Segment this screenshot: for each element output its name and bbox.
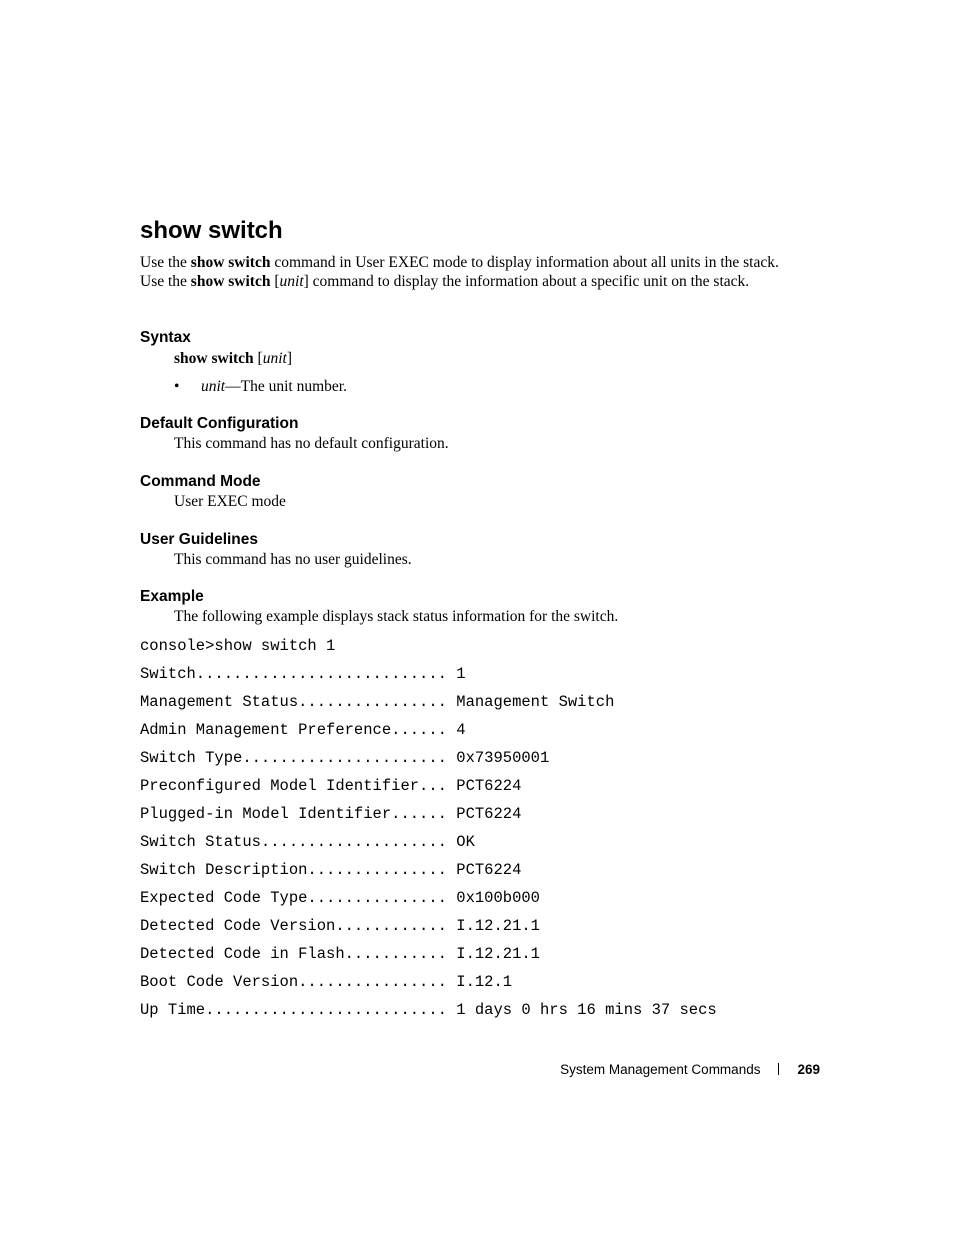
output-line-switch-type: [140, 748, 549, 768]
output-value: I.12.1: [456, 973, 513, 991]
syntax-command: show switch: [174, 350, 254, 367]
output-line-switch-status: [140, 832, 475, 852]
command-mode-heading: Command Mode: [140, 473, 261, 490]
output-label: Management Status................: [140, 693, 447, 711]
example-text: The following example displays stack status information for the switch.: [174, 608, 619, 625]
default-configuration-text: This command has no default configuration.: [174, 435, 449, 452]
output-value: PCT6224: [456, 805, 522, 823]
output-line-boot-code-version: [140, 972, 512, 992]
output-label: Expected Code Type...............: [140, 889, 447, 907]
output-value: 4: [456, 721, 466, 739]
output-line-detected-code-version: [140, 916, 540, 936]
output-line-up-time: [140, 1000, 717, 1020]
output-line-expected-code-type: [140, 888, 540, 908]
page-title: show switch: [140, 217, 283, 244]
output-value: 0x100b000: [456, 889, 540, 907]
output-label: Boot Code Version................: [140, 973, 447, 991]
output-label: Switch...........................: [140, 665, 447, 683]
syntax-line: [174, 349, 292, 369]
bullet-term: unit: [201, 378, 226, 395]
footer-section-title: System Management Commands: [560, 1062, 761, 1077]
output-label: Admin Management Preference......: [140, 721, 447, 739]
intro-text-1: Use the: [140, 254, 191, 271]
syntax-open-bracket: [: [253, 350, 263, 367]
output-line-switch-description: [140, 860, 521, 880]
output-line-detected-code-in-flash: [140, 944, 540, 964]
output-value: 0x73950001: [456, 749, 550, 767]
output-label: Detected Code Version............: [140, 917, 447, 935]
output-label: Switch Status....................: [140, 833, 447, 851]
syntax-heading: Syntax: [140, 329, 191, 346]
output-line-management-status: [140, 692, 614, 712]
output-label: Plugged-in Model Identifier......: [140, 805, 447, 823]
output-label: Detected Code in Flash...........: [140, 945, 447, 963]
intro-argument: unit: [279, 272, 304, 290]
output-label: Up Time..........................: [140, 1001, 447, 1019]
example-heading: Example: [140, 588, 204, 605]
output-label: Preconfigured Model Identifier...: [140, 777, 447, 795]
output-value: I.12.21.1: [456, 945, 540, 963]
user-guidelines-text: This command has no user guidelines.: [174, 551, 412, 568]
output-value: I.12.21.1: [456, 917, 540, 935]
page-footer: [560, 1060, 820, 1080]
bullet-symbol: •: [174, 378, 180, 395]
command-mode-text: User EXEC mode: [174, 493, 286, 510]
output-label: Switch Type......................: [140, 749, 447, 767]
intro-command-1: show switch: [190, 254, 271, 271]
default-configuration-heading: Default Configuration: [140, 415, 299, 432]
syntax-close-bracket: ]: [286, 350, 293, 367]
syntax-argument: unit: [262, 350, 287, 367]
intro-text-3: [: [270, 272, 280, 290]
intro-command-2: show switch: [190, 272, 271, 290]
intro-paragraph: [140, 254, 780, 291]
bullet-description: —The unit number.: [225, 378, 347, 395]
intro-text-4: ] command to display the information about a specific unit on the stack.: [303, 272, 750, 290]
user-guidelines-heading: User Guidelines: [140, 531, 259, 548]
console-prompt: console>show switch 1: [140, 637, 336, 655]
intro-text-2: command in User EXEC mode to display information about all units in the stack. Use the: [140, 254, 779, 290]
footer-divider: [778, 1063, 779, 1075]
output-value: OK: [456, 833, 475, 851]
output-line-admin-management-preference: [140, 720, 466, 740]
output-value: PCT6224: [456, 777, 522, 795]
syntax-bullet-item: [174, 377, 347, 397]
output-value: PCT6224: [456, 861, 522, 879]
output-value: 1 days 0 hrs 16 mins 37 secs: [456, 1001, 717, 1019]
output-line-switch: [140, 664, 466, 684]
page-number: 269: [797, 1062, 820, 1077]
output-line-preconfigured-model: [140, 776, 521, 796]
output-value: 1: [456, 665, 466, 683]
output-label: Switch Description...............: [140, 861, 447, 879]
output-line-plugged-in-model: [140, 804, 521, 824]
output-value: Management Switch: [456, 693, 615, 711]
